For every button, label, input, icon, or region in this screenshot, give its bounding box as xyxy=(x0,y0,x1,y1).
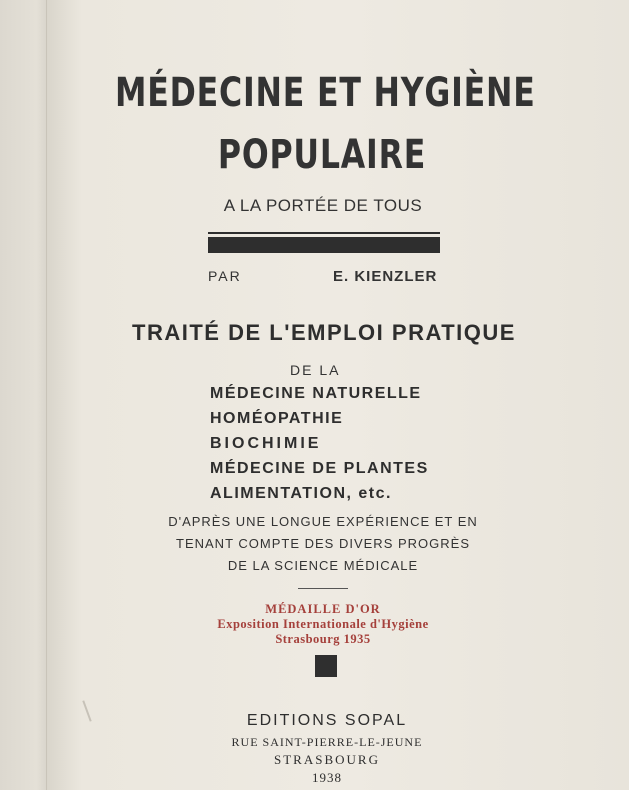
award-exposition: Exposition Internationale d'Hygiène xyxy=(217,617,429,631)
treatise-de-la: DE LA xyxy=(290,362,341,378)
left-page-edge xyxy=(0,0,52,790)
subject-item: HOMÉOPATHIE xyxy=(210,410,344,427)
subject-item: MÉDECINE NATURELLE xyxy=(210,385,422,402)
title-line-1: MÉDECINE ET HYGIÈNE xyxy=(115,70,536,116)
byline-par: PAR xyxy=(208,268,242,284)
publication-year: 1938 xyxy=(312,770,342,785)
treatise-heading: TRAITÉ DE L'EMPLOI PRATIQUE xyxy=(132,320,516,345)
publisher-emblem-icon xyxy=(315,655,337,677)
publisher-name: EDITIONS SOPAL xyxy=(246,712,408,729)
title-line-2: POPULAIRE xyxy=(217,132,427,178)
description-line: D'APRÈS UNE LONGUE EXPÉRIENCE ET EN xyxy=(168,514,478,529)
publisher-street: RUE SAINT-PIERRE-LE-JEUNE xyxy=(231,735,423,749)
decorative-rule-thick xyxy=(208,237,440,253)
publisher-city: STRASBOURG xyxy=(274,752,380,767)
subtitle: A LA PORTÉE DE TOUS xyxy=(223,196,423,215)
subject-item: BIOCHIMIE xyxy=(210,435,322,452)
description-line: TENANT COMPTE DES DIVERS PROGRÈS xyxy=(176,536,470,551)
award-title: MÉDAILLE D'OR xyxy=(265,602,381,616)
decorative-rule-thin xyxy=(208,232,440,234)
subject-item: ALIMENTATION, etc. xyxy=(210,485,392,502)
author-name: E. KIENZLER xyxy=(333,268,438,285)
award-location: Strasbourg 1935 xyxy=(275,632,371,646)
short-divider xyxy=(298,588,348,589)
description-line: DE LA SCIENCE MÉDICALE xyxy=(227,558,419,573)
subject-item: MÉDECINE DE PLANTES xyxy=(210,460,429,477)
